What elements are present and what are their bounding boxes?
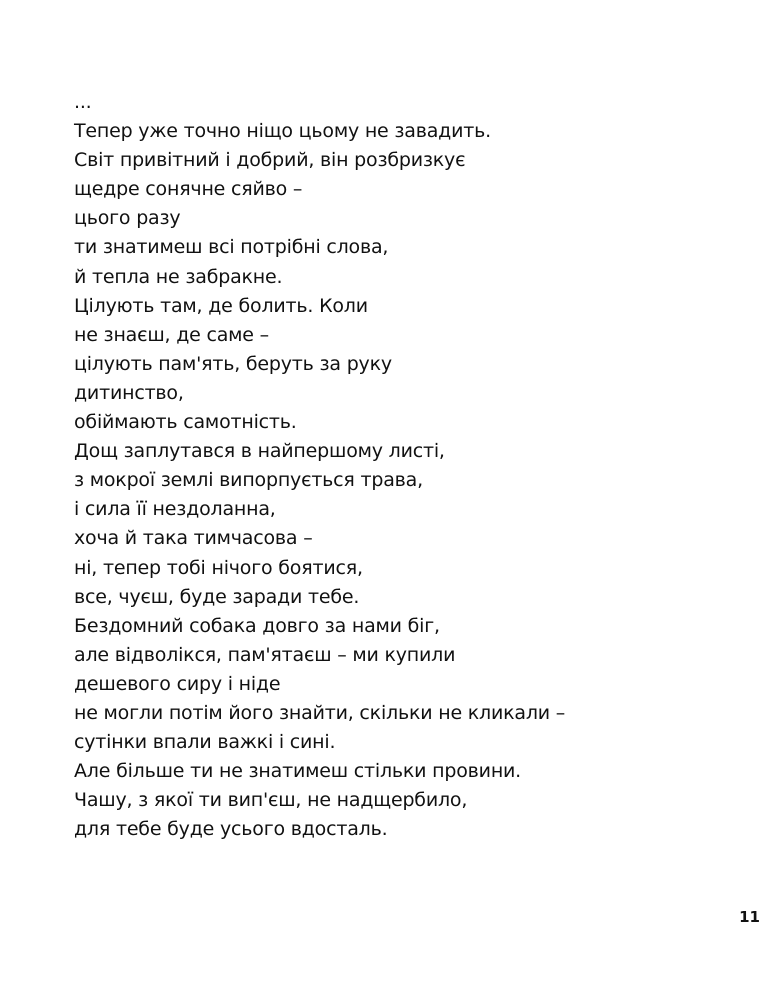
poem-line: дешевого сиру і ніде [74, 672, 281, 695]
poem-line: для тебе буде усього вдосталь. [74, 818, 388, 841]
poem-line: обіймають самотність. [74, 411, 297, 434]
poem-line: Тепер уже точно ніщо цьому не завадить. [74, 120, 491, 143]
poem-line: і сила її нездоланна, [74, 498, 276, 521]
poem-line: сутінки впали важкі і сині. [74, 731, 336, 754]
poem-line: дитинство, [74, 381, 184, 404]
poem-line: все, чуєш, буде заради тебе. [74, 585, 360, 608]
poem-line: ні, тепер тобі нічого боятися, [74, 556, 363, 579]
poem-line: цього разу [74, 207, 181, 230]
poem-line: Чашу, з якої ти вип'єш, не надщербило, [74, 789, 468, 812]
poem-line: щедре сонячне сяйво – [74, 178, 303, 201]
poem-line: ... [74, 91, 92, 113]
poem-line: не знаєш, де саме – [74, 323, 269, 346]
poem-line: ти знатимеш всі потрібні слова, [74, 236, 389, 259]
poem-line: Бездомний собака довго за нами біг, [74, 614, 440, 637]
poem-line: не могли потім його знайти, скільки не кликали – [74, 701, 566, 724]
poem-line: Дощ заплутався в найпершому листі, [74, 440, 445, 463]
poem-line: цілують пам'ять, беруть за руку [74, 352, 392, 375]
poem-line: Світ привітний і добрий, він розбризкує [74, 149, 466, 172]
poem-line: й тепла не забракне. [74, 265, 283, 288]
poem-text [74, 88, 754, 844]
poem-line: Але більше ти не знатимеш стільки провини. [74, 760, 522, 783]
page-number: 11 [739, 908, 760, 926]
poem-line: з мокрої землі випорпується трава, [74, 469, 423, 492]
poem-line: але відволікся, пам'ятаєш – ми купили [74, 643, 456, 666]
poem-line: хоча й така тимчасова – [74, 527, 313, 550]
poem-line: Цілують там, де болить. Коли [74, 294, 368, 317]
